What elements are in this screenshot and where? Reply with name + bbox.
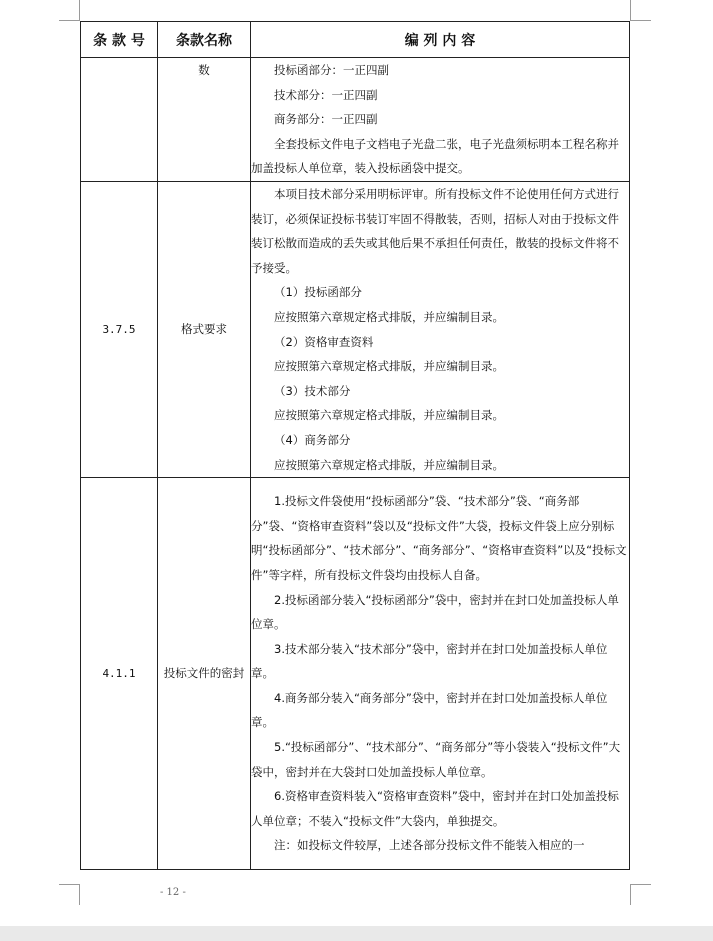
header-clause-number: 条 款 号 bbox=[81, 22, 158, 58]
content-paragraph: 1.投标文件袋使用“投标函部分”袋、“技术部分”袋、“商务部分”袋、“资格审查资料”袋以及“投标文件”大袋，投标文件袋上应分别标明“投标函部分”、“技术部分”、“商务部分”、“资格审查资料”以及“投标文件”等字样，所有投标文件袋均由投标人自备。 bbox=[251, 494, 627, 582]
header-content: 编 列 内 容 bbox=[251, 22, 630, 58]
content-paragraph: 5.“投标函部分”、“技术部分”、“商务部分”等小袋装入“投标文件”大袋中，密封并在大袋封口处加盖投标人单位章。 bbox=[251, 740, 621, 779]
table-row bbox=[81, 58, 630, 182]
table-row bbox=[81, 478, 630, 870]
content-paragraph: 投标函部分：一正四副 bbox=[274, 63, 389, 77]
clause-number bbox=[81, 58, 158, 182]
content-paragraph: 6.资格审查资料装入“资格审查资料”袋中，密封并在封口处加盖投标人单位章；不装入“投标文件”大袋内，单独提交。 bbox=[251, 789, 619, 828]
content-paragraph: （3）技术部分 bbox=[274, 383, 351, 398]
table-row bbox=[81, 181, 630, 477]
content-paragraph: 应按照第六章规定格式排版，并应编制目录。 bbox=[274, 309, 504, 324]
content-paragraph: 4.商务部分装入“商务部分”袋中，密封并在封口处加盖投标人单位章。 bbox=[251, 690, 608, 730]
clause-number: 4.1.1 bbox=[81, 478, 158, 870]
crop-mark-bottom-left-h bbox=[59, 884, 80, 885]
clause-name: 格式要求 bbox=[158, 181, 251, 477]
crop-mark-top-right-h bbox=[630, 20, 651, 21]
content-paragraph: 全套投标文件电子文档电子光盘二张，电子光盘须标明本工程名称并加盖投标人单位章，装入投标函袋中提交。 bbox=[251, 136, 619, 176]
clause-name: 数 bbox=[158, 58, 251, 182]
clause-table bbox=[80, 21, 630, 870]
content-paragraph: 注：如投标文件较厚，上述各部分投标文件不能装入相应的一 bbox=[274, 838, 585, 853]
crop-mark-bottom-right-v bbox=[630, 884, 631, 905]
content-paragraph: 应按照第六章规定格式排版，并应编制目录。 bbox=[274, 457, 504, 472]
content-paragraph: （2）资格审查资料 bbox=[274, 334, 374, 349]
table-header-row bbox=[81, 22, 630, 58]
crop-mark-top-left-h bbox=[59, 20, 80, 21]
content-paragraph: 3.技术部分装入“技术部分”袋中，密封并在封口处加盖投标人单位章。 bbox=[251, 641, 608, 681]
content-paragraph: （4）商务部分 bbox=[274, 432, 351, 447]
content-paragraph: 2.投标函部分装入“投标函部分”袋中，密封并在封口处加盖投标人单位章。 bbox=[251, 592, 619, 632]
content-paragraph: （1）投标函部分 bbox=[274, 285, 362, 300]
clause-content bbox=[251, 478, 630, 870]
crop-mark-bottom-left-v bbox=[79, 884, 80, 905]
crop-mark-top-right-v bbox=[630, 0, 631, 21]
crop-mark-bottom-right-h bbox=[630, 884, 651, 885]
clause-number: 3.7.5 bbox=[81, 181, 158, 477]
clause-name: 投标文件的密封 bbox=[158, 478, 251, 870]
content-paragraph: 本项目技术部分采用明标评审。所有投标文件不论使用任何方式进行装订，必须保证投标书装订牢固不得散装，否则，招标人对由于投标文件装订松散而造成的丢失或其他后果不承担任何责任，散装的投标文件将不予接受。 bbox=[251, 186, 619, 275]
content-paragraph: 应按照第六章规定格式排版，并应编制目录。 bbox=[274, 408, 504, 423]
viewer-bottom-strip bbox=[0, 926, 713, 941]
content-paragraph: 应按照第六章规定格式排版，并应编制目录。 bbox=[274, 359, 504, 374]
header-clause-name: 条款名称 bbox=[158, 22, 251, 58]
clause-content bbox=[251, 181, 630, 477]
crop-mark-top-left-v bbox=[79, 0, 80, 21]
content-paragraph: 商务部分：一正四副 bbox=[274, 112, 378, 127]
clause-content bbox=[251, 58, 630, 182]
content-paragraph: 技术部分：一正四副 bbox=[274, 87, 378, 102]
page-number: - 12 - bbox=[160, 887, 186, 898]
